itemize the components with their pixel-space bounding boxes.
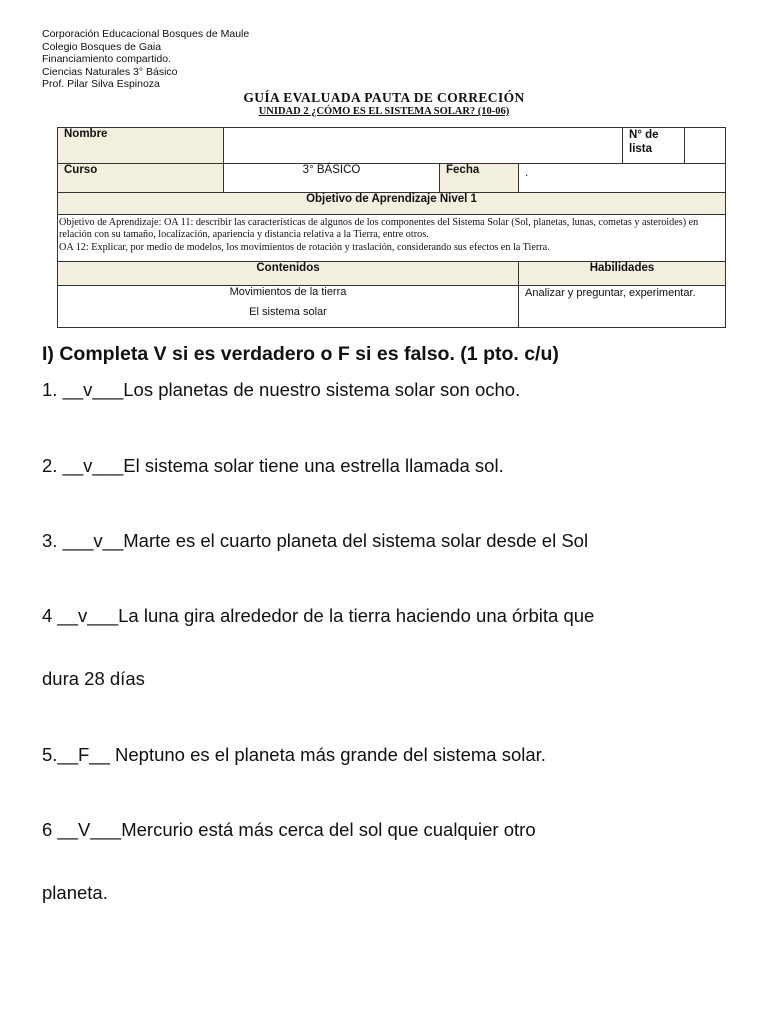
objetivo-heading: Objetivo de Aprendizaje Nivel 1 [58, 193, 726, 215]
nombre-label: Nombre [58, 128, 224, 164]
fecha-label: Fecha [440, 164, 519, 193]
nlista-label: N° de lista [623, 128, 685, 164]
question-6: 6 __V___Mercurio está más cerca del sol que cualquier otro [42, 819, 536, 840]
question-3: 3. ___v__Marte es el cuarto planeta del sistema solar desde el Sol [42, 530, 589, 551]
page-subtitle: UNIDAD 2 ¿CÓMO ES EL SISTEMA SOLAR? (10-06) [258, 106, 510, 117]
school-header [42, 28, 249, 91]
header-line: Prof. Pilar Silva Espinoza [42, 78, 160, 91]
contenido-item: Movimientos de la tierra [229, 286, 347, 298]
question-5: 5.__F__ Neptuno es el planeta más grande del sistema solar. [42, 744, 546, 765]
curso-value: 3° BÁSICO [224, 164, 440, 193]
objetivo-oa11: Objetivo de Aprendizaje: OA 11: describir las características de algunos de los componentes del Sistema Solar (Sol, planetas, lunas, cometas y asteroides) en relación con su tamaño, localización, apariencia y distancia relativa a la Tierra, entre otros. [59, 217, 699, 241]
habilidades-cell: Analizar y preguntar, experimentar. [519, 286, 726, 328]
contenidos-label: Contenidos [58, 262, 519, 286]
nombre-field[interactable] [224, 128, 623, 164]
question-4-continued: dura 28 días [42, 668, 145, 689]
section-title: I) Completa V si es verdadero o F si es falso. (1 pto. c/u) [42, 343, 559, 365]
header-line: Corporación Educacional Bosques de Maule [42, 28, 250, 40]
question-1: 1. __v___Los planetas de nuestro sistema solar son ocho. [42, 379, 521, 400]
curso-label: Curso [58, 164, 224, 193]
header-line: Ciencias Naturales 3° Básico [42, 65, 178, 78]
nlista-field[interactable] [685, 128, 726, 164]
page-title: GUÍA EVALUADA PAUTA DE CORRECIÓN [243, 90, 525, 105]
question-4: 4 __v___La luna gira alrededor de la tierra haciendo una órbita que [42, 605, 595, 626]
header-line: Colegio Bosques de Gaia [42, 40, 162, 53]
objetivo-oa12: OA 12: Explicar, por medio de modelos, los movimientos de rotación y traslación, considerando sus efectos en la Tierra. [59, 241, 550, 253]
student-info-table [57, 127, 726, 328]
habilidades-label: Habilidades [519, 262, 726, 286]
question-6-continued: planeta. [42, 882, 108, 903]
fecha-field[interactable]: . [519, 164, 726, 193]
contenido-item: El sistema solar [249, 306, 327, 318]
contenidos-cell [58, 286, 519, 328]
objetivo-text [58, 215, 726, 262]
question-2: 2. __v___El sistema solar tiene una estrella llamada sol. [42, 455, 504, 476]
header-line: Financiamiento compartido. [42, 53, 171, 66]
